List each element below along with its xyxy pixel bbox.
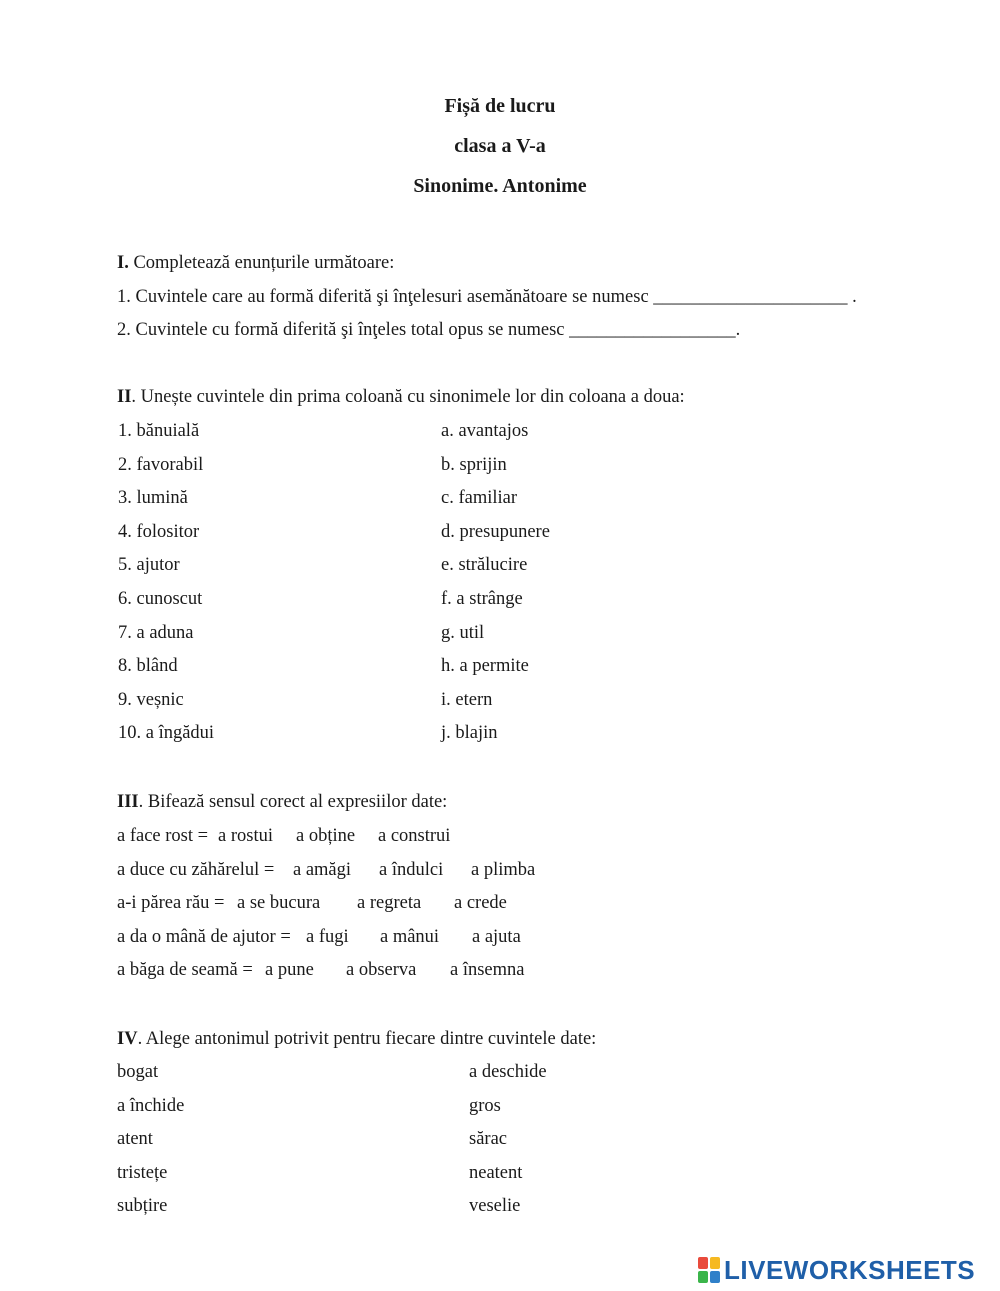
synonym-word: 2. favorabil	[118, 454, 204, 475]
antonym-option[interactable]: neatent	[469, 1162, 523, 1183]
topic-title: Sinonime. Antonime	[413, 175, 587, 197]
expression-option[interactable]: a observa	[346, 960, 417, 981]
expression-option[interactable]: a însemna	[450, 960, 525, 981]
synonym-match: g. util	[441, 622, 485, 643]
synonym-word: 5. ajutor	[118, 555, 180, 576]
antonym-option[interactable]: sărac	[469, 1129, 507, 1150]
expression-text: a băga de seamă =	[117, 960, 258, 981]
liveworksheets-logo	[698, 1256, 975, 1284]
section3-heading	[117, 791, 447, 813]
expression-option[interactable]: a ajuta	[472, 926, 521, 947]
synonym-word: 6. cunoscut	[118, 589, 203, 609]
expression-text: a face rost =	[117, 826, 213, 846]
section3-instruction: . Bifează sensul corect al expresiilor date:	[138, 792, 448, 812]
synonym-word: 7. a aduna	[118, 622, 194, 643]
antonym-word: subțire	[117, 1196, 168, 1217]
expression-option[interactable]: a pune	[265, 960, 314, 981]
logo-text: LIVEWORKSHEETS	[724, 1254, 976, 1285]
antonym-option[interactable]: gros	[469, 1095, 501, 1116]
synonym-match: i. etern	[441, 689, 493, 710]
expression-option[interactable]: a fugi	[306, 926, 349, 947]
synonym-match: a. avantajos	[441, 421, 529, 441]
expression-option[interactable]: a se bucura	[237, 893, 321, 914]
section4-instruction: . Alege antonimul potrivit pentru fiecare dintre cuvintele date:	[137, 1029, 597, 1049]
expression-text: a da o mână de ajutor =	[117, 926, 296, 947]
section3-number: III	[117, 792, 139, 812]
section2-number: II	[117, 387, 132, 407]
synonym-match: f. a strânge	[441, 589, 523, 609]
antonym-option[interactable]: veselie	[469, 1196, 521, 1217]
antonym-word: tristețe	[117, 1162, 168, 1183]
expression-option[interactable]: a construi	[378, 826, 451, 846]
section2-instruction: . Unește cuvintele din prima coloană cu sinonimele lor din coloana a doua:	[131, 387, 685, 407]
section4-heading	[117, 1028, 596, 1050]
section4-number: IV	[117, 1029, 138, 1049]
section1-item: 1. Cuvintele care au formă diferită şi înţelesuri asemănătoare se numesc _____________________ .	[117, 287, 857, 307]
section1-instruction: Completează enunțurile următoare:	[128, 253, 395, 273]
expression-option[interactable]: a regreta	[357, 893, 422, 914]
antonym-word: atent	[117, 1129, 153, 1150]
section1-heading	[117, 252, 394, 274]
grade-label: clasa a V-a	[454, 135, 546, 157]
worksheet-title: Fișă de lucru	[444, 95, 556, 117]
expression-text: a-i părea rău =	[117, 893, 230, 914]
expression-option[interactable]: a rostui	[218, 826, 273, 846]
synonym-word: 10. a îngădui	[118, 723, 215, 744]
section1-number: I.	[117, 253, 129, 273]
expression-text: a duce cu zăhărelul =	[117, 859, 279, 880]
antonym-word: bogat	[117, 1062, 159, 1082]
expression-option[interactable]: a obține	[296, 826, 356, 846]
synonym-word: 9. veșnic	[118, 689, 184, 710]
section2-heading	[117, 386, 685, 408]
synonym-match: h. a permite	[441, 656, 529, 677]
logo-blocks-icon	[698, 1257, 720, 1283]
synonym-word: 1. bănuială	[118, 421, 200, 441]
synonym-match: d. presupunere	[441, 521, 550, 542]
synonym-match: b. sprijin	[441, 454, 507, 475]
synonym-match: e. strălucire	[441, 555, 528, 576]
expression-option[interactable]: a crede	[454, 893, 507, 914]
synonym-word: 8. blând	[118, 656, 178, 677]
synonym-match: j. blajin	[441, 723, 498, 744]
synonym-word: 3. lumină	[118, 488, 188, 509]
antonym-option[interactable]: a deschide	[469, 1062, 547, 1082]
expression-option[interactable]: a amăgi	[293, 859, 352, 880]
expression-option[interactable]: a plimba	[471, 859, 536, 880]
antonym-word: a închide	[117, 1095, 185, 1116]
synonym-match: c. familiar	[441, 488, 518, 509]
expression-option[interactable]: a îndulci	[379, 859, 444, 880]
section1-item: 2. Cuvintele cu formă diferită şi înţeles total opus se numesc __________________.	[117, 320, 741, 340]
expression-option[interactable]: a mânui	[380, 926, 440, 947]
synonym-word: 4. folositor	[118, 521, 200, 542]
